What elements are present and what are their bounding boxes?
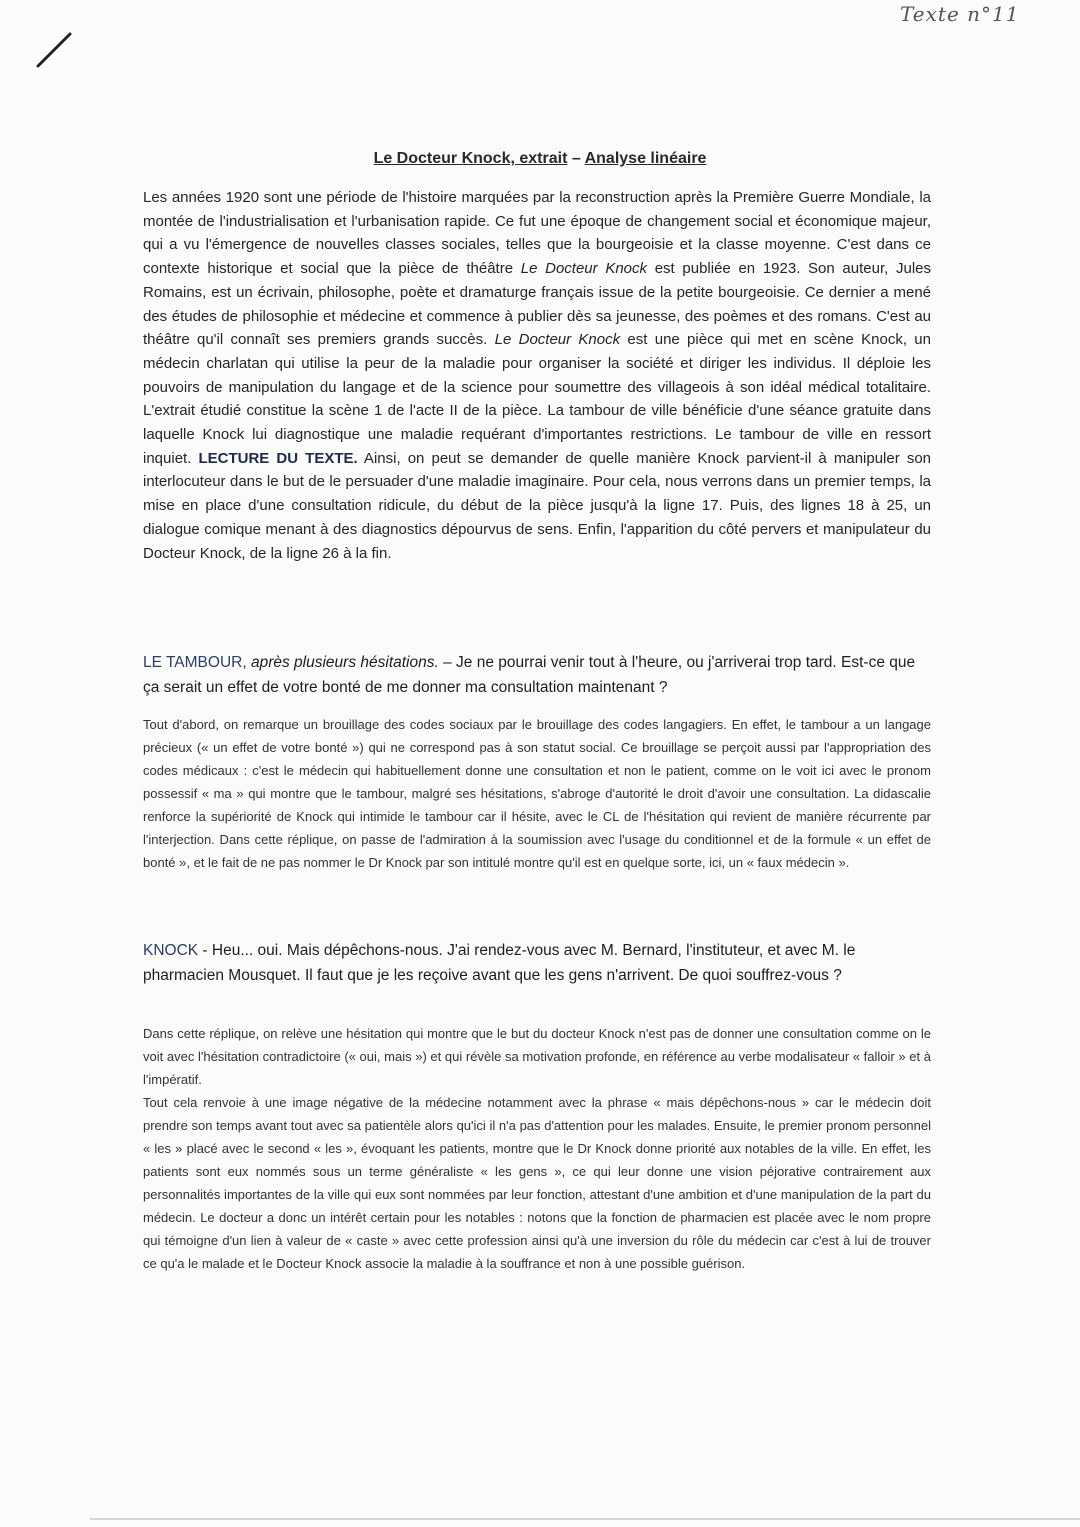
excerpt-tambour xyxy=(143,650,931,700)
title-subtitle: Analyse linéaire xyxy=(584,150,707,167)
pen-stroke-mark xyxy=(34,30,74,70)
intro-text-4: Ainsi, on peut se demander de quelle manière Knock parvient-il à manipuler son interlocuteur dans le but de le persuader d'une maladie imaginaire. Pour cela, nous verrons dans un premier temps, la mise en place d'une consultation ridicule, du début de la pièce jusqu'à la ligne 17. Puis, des lignes 18 à 25, un dialogue comique menant à des diagnostics dépourvus de sens. Enfin, l'apparition du côté pervers et manipulateur du Docteur Knock, de la ligne 26 à la fin. xyxy=(143,449,932,562)
intro-work-title-2: Le Docteur Knock xyxy=(494,331,621,349)
handwritten-note: Texte n°11 xyxy=(900,2,1020,26)
page-bottom-edge xyxy=(90,1518,1080,1520)
analysis-section-2 xyxy=(143,1022,931,1275)
intro-text-2: est publiée en 1923. Son auteur, Jules Romains, est un écrivain, philosophe, poète et dramaturge français issue de la petite bourgeoisie. Ce dernier a mené des études de philosophie et médecine et commence à publier dès sa jeunesse, des poèmes et des romans. C'est au théâtre qu'il connaît ses premiers grands succès. xyxy=(143,260,932,349)
introduction-paragraph xyxy=(143,186,931,565)
excerpt-line: - Heu... oui. Mais dépêchons-nous. J'ai rendez-vous avec M. Bernard, l'instituteur, et avec M. le pharmacien Mousquet. Il faut que je les reçoive avant que les gens n'arrivent. De quoi souffrez-vous ? xyxy=(143,942,856,984)
page-title xyxy=(0,150,1080,168)
excerpt-speaker: LE TAMBOUR, xyxy=(143,654,247,671)
intro-text-1: Les années 1920 sont une période de l'histoire marquées par la reconstruction après la Première Guerre Mondiale, la montée de l'industrialisation et l'urbanisation rapide. Ce fut une époque de changement social et économique majeur, qui a vu l'émergence de nouvelles classes sociales, telles que la bourgeoisie et la classe moyenne. C'est dans ce contexte historique et social que la pièce de théâtre xyxy=(143,189,931,278)
excerpt-speaker: KNOCK xyxy=(143,942,199,959)
analysis-paragraph-1: Tout d'abord, on remarque un brouillage des codes sociaux par le brouillage des codes langagiers. En effet, le tambour a un langage précieux (« un effet de votre bonté ») qui ne correspond pas à son statut social. Ce brouillage se perçoit aussi par l'appropriation des codes médicaux : c'est le médecin qui habituellement donne une consultation et non le patient, comme on le voit ici avec le pronom possessif « ma » qui montre que le tambour, malgré ses hésitations, s'abroge d'autorité le droit d'avoir une consultation. La didascalie renforce la supériorité de Knock qui intimide le tambour car il hésite, avec le CL de l'hésitation qui revient de manière récurrente par l'interjection. Dans cette réplique, on passe de l'admiration à la soumission avec l'usage du conditionnel et de la formule « un effet de bonté », et le fait de ne pas nommer le Dr Knock par son intitulé montre qu'il est en quelque sorte, ici, un « faux médecin ». xyxy=(143,717,931,870)
excerpt-stage-direction: après plusieurs hésitations. xyxy=(246,654,439,671)
excerpt-line: – Je ne pourrai venir tout à l'heure, ou j'arriverai trop tard. Est-ce que ça serait un effet de votre bonté de me donner ma consultation maintenant ? xyxy=(143,654,916,696)
intro-reading-cue: LECTURE DU TEXTE. xyxy=(198,449,358,467)
intro-work-title-1: Le Docteur Knock xyxy=(520,260,648,278)
analysis-paragraph-2b: Tout cela renvoie à une image négative de la médecine notamment avec la phrase « mais dépêchons-nous » car le médecin doit prendre son temps avant tout avec sa patientèle alors qu'ici il n'a pas d'attention pour les malades. Ensuite, le premier pronom personnel « les » placé avec le second « les », évoquant les patients, montre que le Dr Knock donne priorité aux notables de la ville. En effet, les patients sont eux nommés sous un terme généraliste « les gens », ce qui leur donne une vision péjorative contrairement aux personnalités importantes de la ville qui eux sont nommées par leur fonction, attestant d'une ambition et d'une manipulation de la part du médecin. Le docteur a donc un intérêt certain pour les notables : notons que la fonction de pharmacien est placée avec le nom propre qui témoigne d'un lien à valeur de « caste » avec cette profession ainsi qu'à une inversion du rôle du médecin car c'est à lui de trouver ce qu'a le malade et le Docteur Knock associe la maladie à la souffrance et non à une possible guérison. xyxy=(143,1095,931,1271)
title-main: Le Docteur Knock, extrait xyxy=(373,150,568,167)
title-separator: – xyxy=(567,150,585,167)
analysis-paragraph-2a: Dans cette réplique, on relève une hésitation qui montre que le but du docteur Knock n'est pas de donner une consultation comme on le voit avec l'hésitation contradictoire (« oui, mais ») et qui révèle sa motivation profonde, en référence au verbe modalisateur « falloir » et à l'impératif. xyxy=(143,1026,931,1087)
excerpt-knock xyxy=(143,938,931,988)
intro-text-3: est une pièce qui met en scène Knock, un médecin charlatan qui utilise la peur de la maladie pour organiser la société et diriger les individus. Il déploie les pouvoirs de manipulation du langage et de la science pour soumettre des villageois à son idéal médical totalitaire. L'extrait étudié constitue la scène 1 de l'acte II de la pièce. La tambour de ville bénéficie d'une séance gratuite dans laquelle Knock lui diagnostique une maladie requérant d'importantes restrictions. Le tambour de ville en ressort inquiet. xyxy=(143,331,931,467)
